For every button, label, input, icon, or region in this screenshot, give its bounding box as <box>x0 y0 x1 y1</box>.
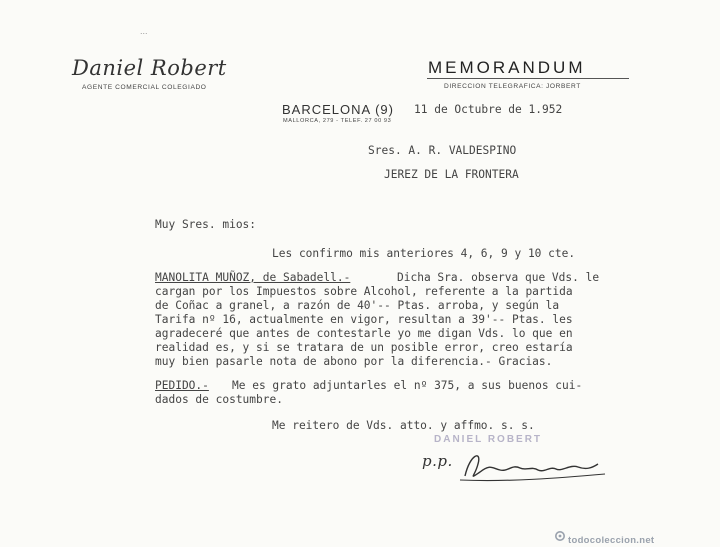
para1-line: agradeceré que antes de contestarle yo me digan Vds. lo que en <box>155 327 573 340</box>
para2-heading: PEDIDO.- <box>155 379 209 392</box>
letterhead-profession: AGENTE COMERCIAL COLEGIADO <box>82 84 207 91</box>
company-stamp: DANIEL ROBERT <box>434 434 543 445</box>
memorandum-title: MEMORANDUM <box>428 58 586 77</box>
recipient-name: Sres. A. R. VALDESPINO <box>368 144 517 157</box>
letterhead-city: BARCELONA (9) <box>282 102 394 117</box>
para2-line: dados de costumbre. <box>155 393 283 406</box>
letterhead-name: Daniel Robert <box>72 56 227 80</box>
para1-line: Tarifa nº 16, actualmente en vigor, resultan a 39'-- Ptas. les <box>155 313 573 326</box>
para1-heading: MANOLITA MUÑOZ, de Sabadell.- <box>155 271 351 284</box>
letter-date: 11 de Octubre de 1.952 <box>414 103 563 116</box>
salutation: Muy Sres. mios: <box>155 218 257 231</box>
para1-line: cargan por los Impuestos sobre Alcohol, referente a la partida <box>155 285 573 298</box>
memorandum-rule <box>427 78 629 79</box>
watermark-text: todocoleccion.net <box>568 535 655 546</box>
para1-line: muy bien pasarle nota de abono por la diferencia.- Gracias. <box>155 355 553 368</box>
signature <box>420 446 620 486</box>
watermark <box>568 530 654 548</box>
para1-line: de Coñac a granel, a razón de 40'-- Ptas. arroba, y según la <box>155 299 560 312</box>
signature-prefix: p.p. <box>422 452 453 470</box>
watermark-logo-icon <box>555 531 565 541</box>
para2-line: Me es grato adjuntarles el nº 375, a sus buenos cui- <box>232 379 583 392</box>
para1-line: Dicha Sra. observa que Vds. le <box>397 271 600 284</box>
para1-line: realidad es, y si se tratara de un posible error, creo estaría <box>155 341 573 354</box>
recipient-city: JEREZ DE LA FRONTERA <box>384 168 519 181</box>
letterhead-address: MALLORCA, 279 - TELEF. 27 00 93 <box>283 118 392 124</box>
signature-scribble-icon <box>420 446 620 486</box>
closing-line: Me reitero de Vds. atto. y affmo. s. s. <box>272 419 535 432</box>
intro-line: Les confirmo mis anteriores 4, 6, 9 y 10 cte. <box>272 247 576 260</box>
corner-mark: ... <box>140 26 148 36</box>
telegraph-address: DIRECCION TELEGRAFICA: JORBERT <box>444 83 581 90</box>
